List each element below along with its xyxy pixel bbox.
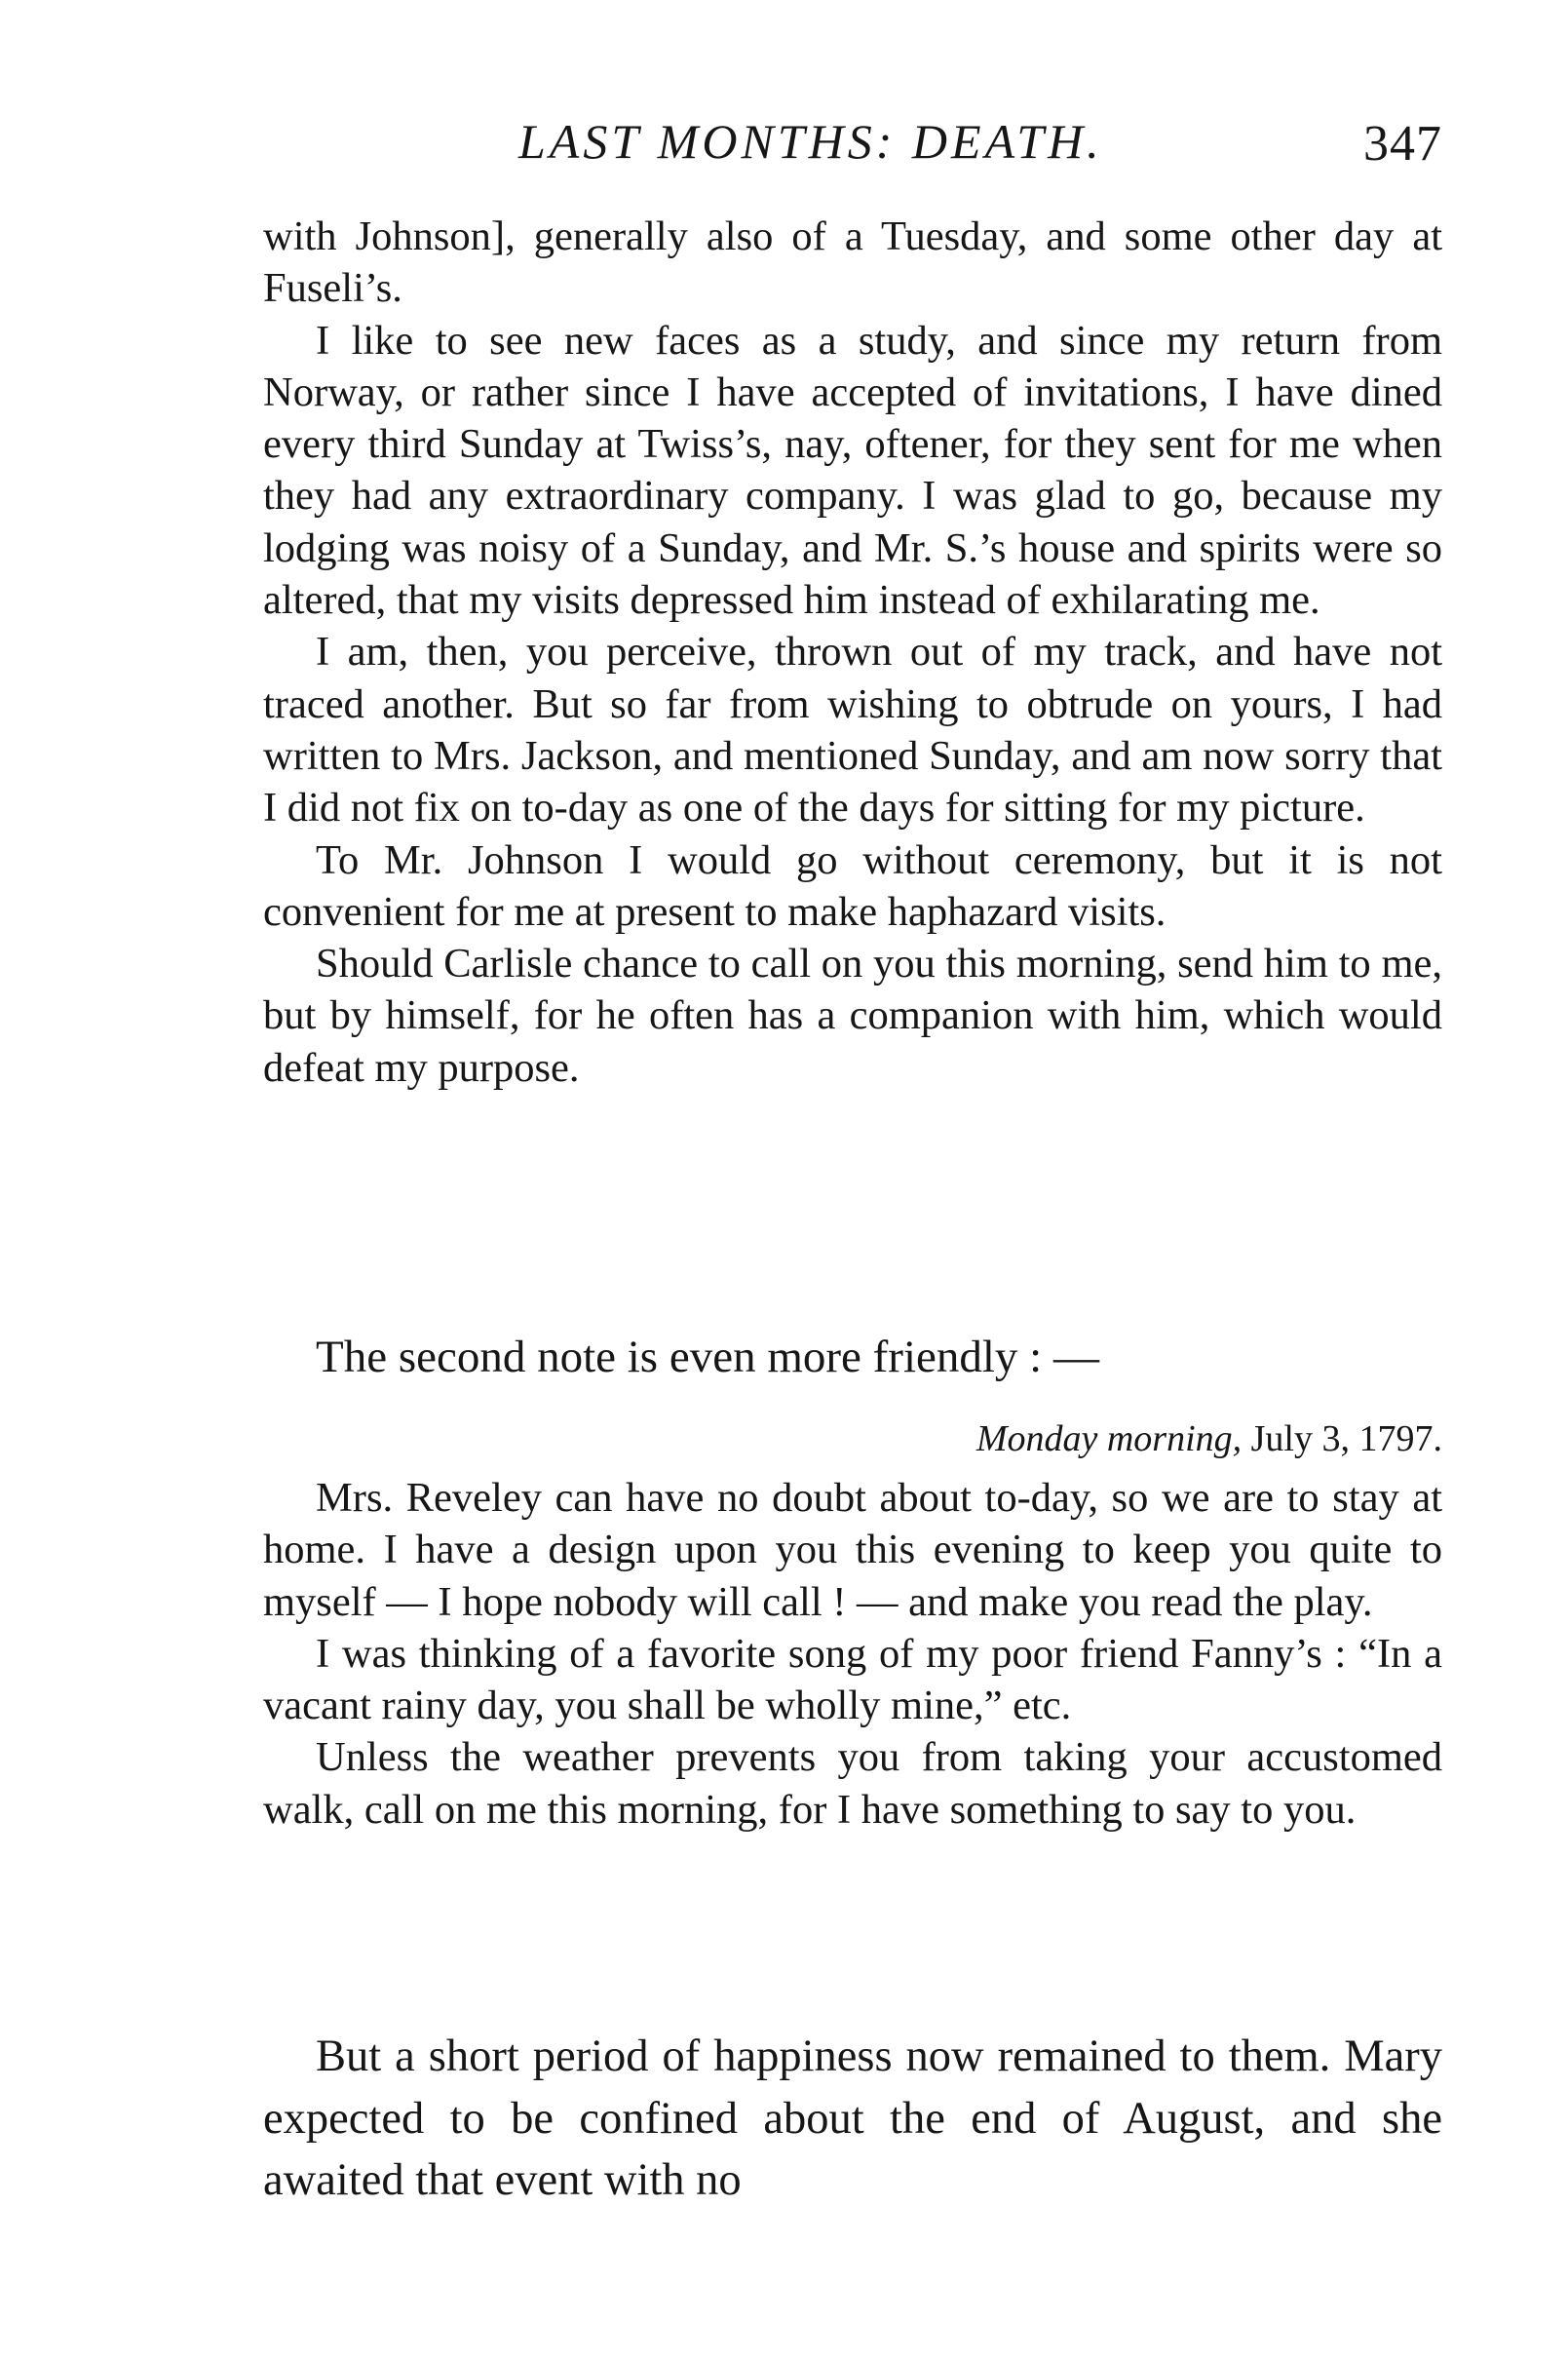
page-header [263,109,1442,177]
page-number: 347 [1363,116,1442,172]
letter-one-paragraph: I like to see new faces as a study, and since my return from Norway, or rather since I have accepted of invitations, I have dined every third Sunday at Twiss’s, nay, oftener, for they sent for me when they had any extraordinary company. I was glad to go, because my lodging was noisy of a Sunday, and Mr. S.’s house and spirits were so altered, that my visits depressed him instead of exhilarating me. [263,317,1442,624]
letter-one-extract [263,211,1442,1094]
letter-one-paragraph: with Johnson], generally also of a Tuesday, and some other day at Fuseli’s. [263,213,1442,312]
letter-dateline [976,1417,1442,1460]
letter-two-paragraph: I was thinking of a favorite song of my poor friend Fanny’s : “In a vacant rainy day, you shall be wholly mine,” etc. [263,1630,1442,1729]
letter-one-paragraph: To Mr. Johnson I would go without ceremony, but it is not convenient for me at present to make haphazard visits. [263,836,1442,935]
transition-line: The second note is even more friendly : — [316,1332,1099,1382]
letter-two-extract [263,1472,1442,1836]
narrative-text [263,2026,1442,2212]
narrative-paragraph: But a short period of happiness now remained to them. Mary expected to be confined about the end of August, and she awaited that event with no [263,2032,1442,2205]
letter-one-paragraph: Should Carlisle chance to call on you this morning, send him to me, but by himself, for he often has a companion with him, which would defeat my purpose. [263,941,1442,1091]
dateline-date: July 3, 1797. [1242,1418,1442,1459]
letter-two-paragraph: Unless the weather prevents you from taking your accustomed walk, call on me this morning, for I have something to say to you. [263,1734,1442,1833]
dateline-day: Monday morning, [975,1418,1243,1459]
running-head: LAST MONTHS: DEATH. [518,114,1103,169]
letter-two-paragraph: Mrs. Reveley can have no doubt about to-day, so we are to stay at home. I have a design upon you this evening to keep you quite to myself — I hope nobody will call ! — and make you read the play. [263,1475,1442,1625]
letter-one-paragraph: I am, then, you perceive, thrown out of my track, and have not traced another. But so far from wishing to obtrude on yours, I had written to Mrs. Jackson, and mentioned Sunday, and am now sorry that I did not fix on to-day as one of the days for sitting for my picture. [263,629,1442,832]
